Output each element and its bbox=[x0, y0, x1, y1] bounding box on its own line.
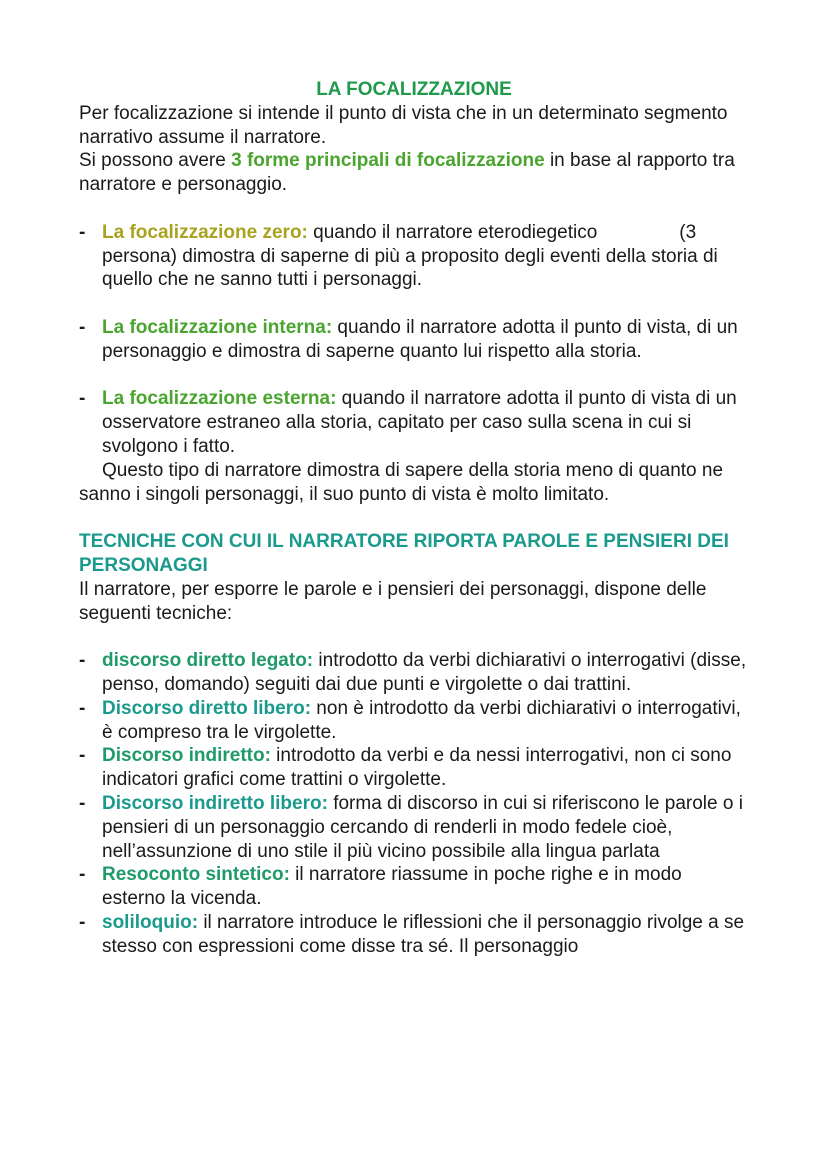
list-item bbox=[79, 744, 749, 792]
technique-label: Discorso indiretto libero: bbox=[102, 792, 328, 814]
intro-paragraph-2 bbox=[79, 149, 749, 197]
section-heading: TECNICHE CON CUI IL NARRATORE RIPORTA PAROLE E PENSIERI DEI PERSONAGGI bbox=[79, 531, 729, 576]
technique-text: il narratore introduce le riflessioni che il personaggio rivolge a se stesso con espressioni come disse tra sé. Il personaggio bbox=[102, 911, 745, 957]
dash-bullet: - bbox=[79, 911, 86, 933]
dash-bullet: - bbox=[79, 388, 86, 410]
list-item bbox=[79, 649, 749, 697]
section-intro: Il narratore, per esporre le parole e i pensieri dei personaggi, dispone delle seguenti tecniche: bbox=[79, 578, 707, 624]
dash-bullet: - bbox=[79, 316, 86, 338]
focalization-list bbox=[79, 221, 749, 459]
page-title: LA FOCALIZZAZIONE bbox=[316, 79, 512, 100]
technique-text: non è introdotto da verbi dichiarativi o interrogativi, è compreso tra le virgolette. bbox=[102, 697, 741, 743]
focalization-label: La focalizzazione zero: bbox=[102, 221, 308, 243]
focalization-text: quando il narratore adotta il punto di vista di un osservatore estraneo alla storia, capitato per caso sulla scena in cui si svolgono i fatto. bbox=[102, 388, 737, 457]
techniques-list bbox=[79, 649, 749, 958]
dash-bullet: - bbox=[79, 650, 86, 672]
intro-text-post: in base al rapporto tra narratore e personaggio. bbox=[79, 150, 735, 196]
intro-paragraph-1: Per focalizzazione si intende il punto di vista che in un determinato segmento narrativo assume il narratore. bbox=[79, 102, 728, 148]
technique-label: discorso diretto legato: bbox=[102, 650, 314, 672]
focalization-continuation: Questo tipo di narratore dimostra di sapere della storia meno di quanto ne sanno i singoli personaggi, il suo punto di vista è molto limitato. bbox=[79, 459, 724, 505]
technique-label: Discorso diretto libero: bbox=[102, 697, 312, 719]
intro-highlight: 3 forme principali di focalizzazione bbox=[231, 150, 545, 172]
technique-text: introdotto da verbi dichiarativi o interrogativi (disse, penso, domando) seguiti dai due punti e virgolette o dai trattini. bbox=[102, 650, 747, 695]
focalization-label: La focalizzazione interna: bbox=[102, 316, 333, 338]
list-item bbox=[79, 316, 749, 364]
dash-bullet: - bbox=[79, 792, 86, 814]
list-item bbox=[79, 863, 749, 911]
dash-bullet: - bbox=[79, 697, 86, 719]
focalization-text: quando il narratore adotta il punto di vista, di un personaggio e dimostra di saperne quanto lui rispetto alla storia. bbox=[102, 316, 738, 362]
focalization-label: La focalizzazione esterna: bbox=[102, 388, 337, 410]
document-page bbox=[79, 78, 749, 958]
list-item bbox=[79, 911, 749, 959]
technique-label: Resoconto sintetico: bbox=[102, 864, 290, 886]
dash-bullet: - bbox=[79, 745, 86, 767]
list-item bbox=[79, 792, 749, 863]
focalization-text-cont: (3 persona) dimostra di saperne di più a proposito degli eventi della storia di quello che ne sanno tutti i personaggi. bbox=[102, 221, 718, 291]
intro-text-pre: Si possono avere bbox=[79, 150, 232, 172]
dash-bullet: - bbox=[79, 864, 86, 886]
list-item bbox=[79, 387, 749, 458]
list-item bbox=[79, 221, 749, 292]
technique-text: introdotto da verbi e da nessi interrogativi, non ci sono indicatori grafici come trattini o virgolette. bbox=[102, 745, 732, 791]
technique-label: soliloquio: bbox=[102, 911, 199, 933]
technique-text: il narratore riassume in poche righe e in modo esterno la vicenda. bbox=[102, 864, 682, 910]
list-item bbox=[79, 697, 749, 745]
dash-bullet: - bbox=[79, 221, 86, 243]
focalization-text: quando il narratore eterodiegetico bbox=[307, 221, 598, 243]
technique-text: forma di discorso in cui si riferiscono le parole o i pensieri di un personaggio cercando di renderli in modo fedele cioè, nell’assunzione di uno stile il più vicino possibile alla lingua parlata bbox=[102, 792, 743, 862]
technique-label: Discorso indiretto: bbox=[102, 745, 271, 767]
